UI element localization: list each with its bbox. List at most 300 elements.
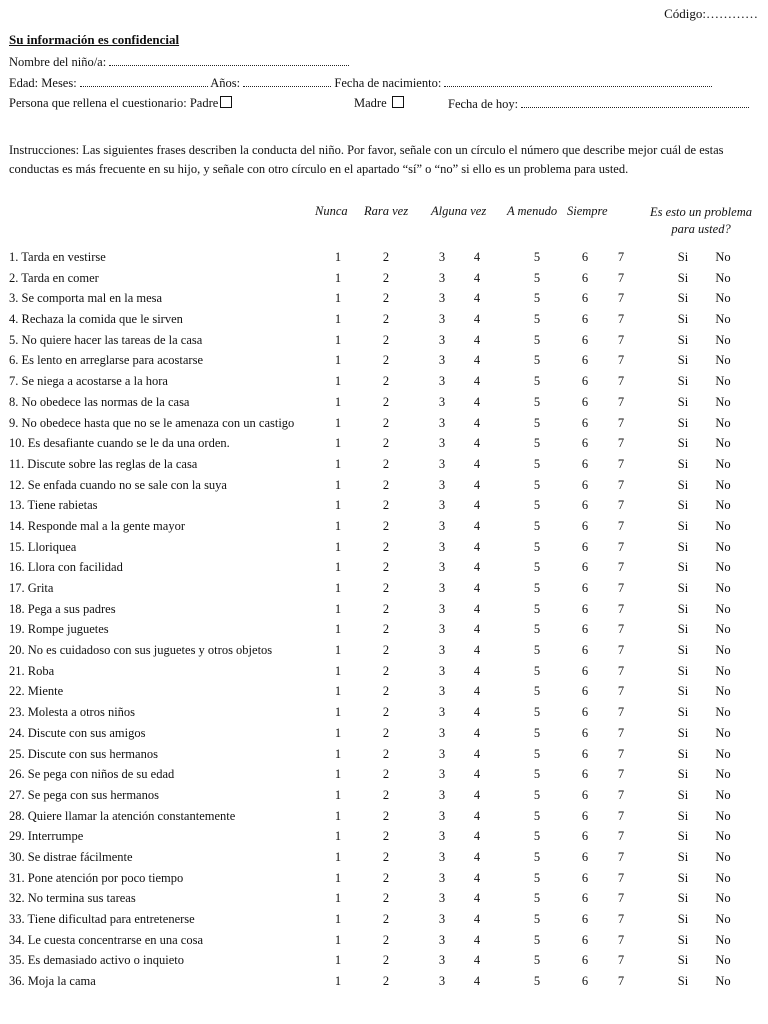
rating-option-6[interactable]: 6	[581, 498, 589, 513]
rating-option-6[interactable]: 6	[581, 560, 589, 575]
rating-option-4[interactable]: 4	[473, 353, 481, 368]
rating-option-6[interactable]: 6	[581, 353, 589, 368]
problem-yes-option[interactable]: Si	[677, 684, 689, 699]
problem-yes-option[interactable]: Si	[677, 829, 689, 844]
rating-option-7[interactable]: 7	[617, 912, 625, 926]
rating-option-1[interactable]: 1	[334, 394, 342, 409]
rating-option-4[interactable]: 4	[473, 912, 481, 926]
rating-option-5[interactable]: 5	[533, 767, 541, 782]
rating-option-3[interactable]: 3	[438, 332, 446, 347]
rating-option-3[interactable]: 3	[438, 415, 446, 430]
rating-option-6[interactable]: 6	[581, 643, 589, 658]
rating-option-1[interactable]: 1	[334, 705, 342, 720]
rating-option-2[interactable]: 2	[382, 353, 390, 368]
rating-option-1[interactable]: 1	[334, 767, 342, 782]
problem-yes-option[interactable]: Si	[677, 725, 689, 740]
rating-option-1[interactable]: 1	[334, 539, 342, 554]
problem-no-option[interactable]: No	[715, 518, 731, 533]
rating-option-7[interactable]: 7	[617, 870, 625, 885]
rating-option-1[interactable]: 1	[334, 643, 342, 658]
rating-option-2[interactable]: 2	[382, 291, 390, 306]
rating-option-1[interactable]: 1	[334, 498, 342, 513]
rating-option-7[interactable]: 7	[617, 291, 625, 306]
rating-option-6[interactable]: 6	[581, 456, 589, 471]
rating-option-2[interactable]: 2	[382, 643, 390, 658]
nombre-field[interactable]	[109, 54, 349, 66]
problem-no-option[interactable]: No	[715, 953, 731, 968]
rating-option-4[interactable]: 4	[473, 581, 481, 595]
rating-option-5[interactable]: 5	[533, 974, 541, 989]
problem-yes-option[interactable]: Si	[677, 539, 689, 554]
rating-option-3[interactable]: 3	[438, 560, 446, 575]
rating-option-3[interactable]: 3	[438, 953, 446, 968]
rating-option-6[interactable]: 6	[581, 787, 589, 802]
rating-option-2[interactable]: 2	[382, 374, 390, 389]
rating-option-1[interactable]: 1	[334, 374, 342, 389]
rating-option-2[interactable]: 2	[382, 270, 390, 285]
problem-no-option[interactable]: No	[715, 891, 731, 906]
rating-option-3[interactable]: 3	[438, 912, 446, 926]
rating-option-5[interactable]: 5	[533, 539, 541, 554]
rating-option-3[interactable]: 3	[438, 891, 446, 906]
problem-yes-option[interactable]: Si	[677, 415, 689, 430]
rating-option-4[interactable]: 4	[473, 725, 481, 740]
rating-option-5[interactable]: 5	[533, 291, 541, 306]
rating-option-6[interactable]: 6	[581, 684, 589, 699]
rating-option-1[interactable]: 1	[334, 312, 342, 327]
rating-option-6[interactable]: 6	[581, 953, 589, 968]
rating-option-2[interactable]: 2	[382, 415, 390, 430]
rating-option-1[interactable]: 1	[334, 912, 342, 926]
rating-option-5[interactable]: 5	[533, 477, 541, 492]
rating-option-5[interactable]: 5	[533, 787, 541, 802]
problem-no-option[interactable]: No	[715, 849, 731, 864]
rating-option-6[interactable]: 6	[581, 746, 589, 761]
rating-option-7[interactable]: 7	[617, 353, 625, 368]
problem-no-option[interactable]: No	[715, 498, 731, 513]
rating-option-6[interactable]: 6	[581, 270, 589, 285]
rating-option-3[interactable]: 3	[438, 518, 446, 533]
rating-option-3[interactable]: 3	[438, 643, 446, 658]
rating-option-6[interactable]: 6	[581, 312, 589, 327]
rating-option-7[interactable]: 7	[617, 849, 625, 864]
rating-option-5[interactable]: 5	[533, 912, 541, 926]
problem-yes-option[interactable]: Si	[677, 705, 689, 720]
rating-option-4[interactable]: 4	[473, 622, 481, 637]
rating-option-1[interactable]: 1	[334, 456, 342, 471]
rating-option-3[interactable]: 3	[438, 787, 446, 802]
rating-option-5[interactable]: 5	[533, 518, 541, 533]
rating-option-2[interactable]: 2	[382, 394, 390, 409]
rating-option-6[interactable]: 6	[581, 849, 589, 864]
rating-option-6[interactable]: 6	[581, 663, 589, 678]
rating-option-2[interactable]: 2	[382, 498, 390, 513]
rating-option-3[interactable]: 3	[438, 601, 446, 616]
rating-option-7[interactable]: 7	[617, 643, 625, 658]
meses-field[interactable]	[80, 75, 208, 87]
rating-option-6[interactable]: 6	[581, 291, 589, 306]
rating-option-7[interactable]: 7	[617, 394, 625, 409]
problem-no-option[interactable]: No	[715, 663, 731, 678]
rating-option-4[interactable]: 4	[473, 849, 481, 864]
problem-no-option[interactable]: No	[715, 436, 731, 451]
problem-yes-option[interactable]: Si	[677, 870, 689, 885]
rating-option-2[interactable]: 2	[382, 870, 390, 885]
problem-yes-option[interactable]: Si	[677, 498, 689, 513]
rating-option-4[interactable]: 4	[473, 415, 481, 430]
problem-yes-option[interactable]: Si	[677, 663, 689, 678]
rating-option-4[interactable]: 4	[473, 953, 481, 968]
problem-no-option[interactable]: No	[715, 725, 731, 740]
rating-option-4[interactable]: 4	[473, 808, 481, 823]
rating-option-4[interactable]: 4	[473, 870, 481, 885]
rating-option-7[interactable]: 7	[617, 477, 625, 492]
rating-option-3[interactable]: 3	[438, 539, 446, 554]
rating-option-2[interactable]: 2	[382, 746, 390, 761]
rating-option-2[interactable]: 2	[382, 250, 390, 264]
rating-option-6[interactable]: 6	[581, 891, 589, 906]
rating-option-2[interactable]: 2	[382, 849, 390, 864]
rating-option-1[interactable]: 1	[334, 787, 342, 802]
problem-no-option[interactable]: No	[715, 601, 731, 616]
rating-option-5[interactable]: 5	[533, 643, 541, 658]
rating-option-4[interactable]: 4	[473, 746, 481, 761]
rating-option-5[interactable]: 5	[533, 953, 541, 968]
problem-no-option[interactable]: No	[715, 560, 731, 575]
rating-option-7[interactable]: 7	[617, 332, 625, 347]
rating-option-7[interactable]: 7	[617, 581, 625, 595]
rating-option-4[interactable]: 4	[473, 601, 481, 616]
rating-option-3[interactable]: 3	[438, 849, 446, 864]
rating-option-2[interactable]: 2	[382, 663, 390, 678]
problem-no-option[interactable]: No	[715, 312, 731, 327]
rating-option-2[interactable]: 2	[382, 456, 390, 471]
rating-option-4[interactable]: 4	[473, 829, 481, 844]
rating-option-4[interactable]: 4	[473, 891, 481, 906]
rating-option-5[interactable]: 5	[533, 808, 541, 823]
rating-option-5[interactable]: 5	[533, 725, 541, 740]
rating-option-4[interactable]: 4	[473, 643, 481, 658]
rating-option-3[interactable]: 3	[438, 291, 446, 306]
rating-option-1[interactable]: 1	[334, 415, 342, 430]
problem-no-option[interactable]: No	[715, 250, 731, 264]
rating-option-4[interactable]: 4	[473, 374, 481, 389]
rating-option-6[interactable]: 6	[581, 332, 589, 347]
problem-no-option[interactable]: No	[715, 974, 731, 989]
rating-option-1[interactable]: 1	[334, 291, 342, 306]
rating-option-2[interactable]: 2	[382, 725, 390, 740]
rating-option-6[interactable]: 6	[581, 436, 589, 451]
problem-no-option[interactable]: No	[715, 684, 731, 699]
problem-yes-option[interactable]: Si	[677, 974, 689, 989]
rating-option-2[interactable]: 2	[382, 436, 390, 451]
rating-option-1[interactable]: 1	[334, 870, 342, 885]
rating-option-5[interactable]: 5	[533, 932, 541, 947]
problem-yes-option[interactable]: Si	[677, 332, 689, 347]
rating-option-7[interactable]: 7	[617, 560, 625, 575]
problem-no-option[interactable]: No	[715, 932, 731, 947]
problem-no-option[interactable]: No	[715, 291, 731, 306]
rating-option-7[interactable]: 7	[617, 436, 625, 451]
rating-option-3[interactable]: 3	[438, 477, 446, 492]
problem-no-option[interactable]: No	[715, 332, 731, 347]
rating-option-7[interactable]: 7	[617, 415, 625, 430]
rating-option-7[interactable]: 7	[617, 250, 625, 264]
rating-option-7[interactable]: 7	[617, 808, 625, 823]
rating-option-7[interactable]: 7	[617, 746, 625, 761]
problem-no-option[interactable]: No	[715, 787, 731, 802]
anos-field[interactable]	[243, 75, 331, 87]
rating-option-7[interactable]: 7	[617, 663, 625, 678]
rating-option-4[interactable]: 4	[473, 477, 481, 492]
problem-yes-option[interactable]: Si	[677, 746, 689, 761]
problem-yes-option[interactable]: Si	[677, 767, 689, 782]
rating-option-5[interactable]: 5	[533, 891, 541, 906]
problem-yes-option[interactable]: Si	[677, 891, 689, 906]
rating-option-1[interactable]: 1	[334, 953, 342, 968]
rating-option-2[interactable]: 2	[382, 601, 390, 616]
problem-yes-option[interactable]: Si	[677, 849, 689, 864]
rating-option-5[interactable]: 5	[533, 312, 541, 327]
rating-option-7[interactable]: 7	[617, 767, 625, 782]
rating-option-3[interactable]: 3	[438, 374, 446, 389]
rating-option-2[interactable]: 2	[382, 539, 390, 554]
rating-option-4[interactable]: 4	[473, 270, 481, 285]
rating-option-5[interactable]: 5	[533, 746, 541, 761]
rating-option-5[interactable]: 5	[533, 870, 541, 885]
problem-no-option[interactable]: No	[715, 353, 731, 368]
rating-option-6[interactable]: 6	[581, 870, 589, 885]
rating-option-5[interactable]: 5	[533, 270, 541, 285]
rating-option-2[interactable]: 2	[382, 974, 390, 989]
rating-option-4[interactable]: 4	[473, 767, 481, 782]
rating-option-2[interactable]: 2	[382, 518, 390, 533]
rating-option-1[interactable]: 1	[334, 684, 342, 699]
rating-option-2[interactable]: 2	[382, 684, 390, 699]
rating-option-5[interactable]: 5	[533, 436, 541, 451]
rating-option-2[interactable]: 2	[382, 477, 390, 492]
rating-option-7[interactable]: 7	[617, 622, 625, 637]
rating-option-5[interactable]: 5	[533, 684, 541, 699]
rating-option-1[interactable]: 1	[334, 332, 342, 347]
rating-option-6[interactable]: 6	[581, 808, 589, 823]
rating-option-4[interactable]: 4	[473, 498, 481, 513]
rating-option-1[interactable]: 1	[334, 436, 342, 451]
problem-no-option[interactable]: No	[715, 746, 731, 761]
rating-option-5[interactable]: 5	[533, 601, 541, 616]
rating-option-3[interactable]: 3	[438, 498, 446, 513]
rating-option-1[interactable]: 1	[334, 560, 342, 575]
problem-yes-option[interactable]: Si	[677, 912, 689, 926]
rating-option-3[interactable]: 3	[438, 353, 446, 368]
problem-yes-option[interactable]: Si	[677, 250, 689, 264]
rating-option-3[interactable]: 3	[438, 932, 446, 947]
rating-option-4[interactable]: 4	[473, 250, 481, 264]
rating-option-6[interactable]: 6	[581, 622, 589, 637]
problem-no-option[interactable]: No	[715, 808, 731, 823]
rating-option-6[interactable]: 6	[581, 974, 589, 989]
rating-option-1[interactable]: 1	[334, 581, 342, 595]
rating-option-7[interactable]: 7	[617, 829, 625, 844]
rating-option-2[interactable]: 2	[382, 622, 390, 637]
problem-no-option[interactable]: No	[715, 870, 731, 885]
fecha-hoy-field[interactable]	[521, 96, 749, 108]
rating-option-4[interactable]: 4	[473, 932, 481, 947]
problem-no-option[interactable]: No	[715, 270, 731, 285]
rating-option-1[interactable]: 1	[334, 601, 342, 616]
rating-option-6[interactable]: 6	[581, 932, 589, 947]
rating-option-6[interactable]: 6	[581, 581, 589, 595]
rating-option-1[interactable]: 1	[334, 270, 342, 285]
rating-option-6[interactable]: 6	[581, 725, 589, 740]
rating-option-2[interactable]: 2	[382, 808, 390, 823]
problem-no-option[interactable]: No	[715, 622, 731, 637]
rating-option-7[interactable]: 7	[617, 312, 625, 327]
problem-no-option[interactable]: No	[715, 912, 731, 926]
rating-option-1[interactable]: 1	[334, 932, 342, 947]
problem-yes-option[interactable]: Si	[677, 808, 689, 823]
madre-checkbox[interactable]	[392, 96, 404, 108]
rating-option-3[interactable]: 3	[438, 394, 446, 409]
rating-option-4[interactable]: 4	[473, 560, 481, 575]
problem-no-option[interactable]: No	[715, 705, 731, 720]
rating-option-1[interactable]: 1	[334, 622, 342, 637]
rating-option-3[interactable]: 3	[438, 767, 446, 782]
problem-no-option[interactable]: No	[715, 643, 731, 658]
rating-option-2[interactable]: 2	[382, 829, 390, 844]
rating-option-6[interactable]: 6	[581, 394, 589, 409]
rating-option-4[interactable]: 4	[473, 518, 481, 533]
rating-option-1[interactable]: 1	[334, 250, 342, 264]
rating-option-6[interactable]: 6	[581, 415, 589, 430]
rating-option-6[interactable]: 6	[581, 601, 589, 616]
problem-no-option[interactable]: No	[715, 581, 731, 595]
problem-no-option[interactable]: No	[715, 415, 731, 430]
rating-option-6[interactable]: 6	[581, 477, 589, 492]
rating-option-4[interactable]: 4	[473, 974, 481, 989]
problem-no-option[interactable]: No	[715, 477, 731, 492]
rating-option-2[interactable]: 2	[382, 953, 390, 968]
rating-option-7[interactable]: 7	[617, 498, 625, 513]
rating-option-7[interactable]: 7	[617, 974, 625, 989]
rating-option-3[interactable]: 3	[438, 622, 446, 637]
rating-option-7[interactable]: 7	[617, 891, 625, 906]
rating-option-4[interactable]: 4	[473, 332, 481, 347]
problem-yes-option[interactable]: Si	[677, 374, 689, 389]
problem-yes-option[interactable]: Si	[677, 291, 689, 306]
problem-no-option[interactable]: No	[715, 539, 731, 554]
rating-option-5[interactable]: 5	[533, 250, 541, 264]
problem-yes-option[interactable]: Si	[677, 560, 689, 575]
rating-option-3[interactable]: 3	[438, 456, 446, 471]
rating-option-5[interactable]: 5	[533, 829, 541, 844]
rating-option-4[interactable]: 4	[473, 787, 481, 802]
rating-option-5[interactable]: 5	[533, 374, 541, 389]
rating-option-7[interactable]: 7	[617, 601, 625, 616]
rating-option-3[interactable]: 3	[438, 663, 446, 678]
rating-option-1[interactable]: 1	[334, 974, 342, 989]
rating-option-7[interactable]: 7	[617, 374, 625, 389]
rating-option-6[interactable]: 6	[581, 912, 589, 926]
problem-yes-option[interactable]: Si	[677, 643, 689, 658]
rating-option-2[interactable]: 2	[382, 705, 390, 720]
codigo-field[interactable]: Código:…………	[664, 6, 758, 21]
rating-option-7[interactable]: 7	[617, 539, 625, 554]
problem-yes-option[interactable]: Si	[677, 953, 689, 968]
rating-option-2[interactable]: 2	[382, 560, 390, 575]
rating-option-7[interactable]: 7	[617, 705, 625, 720]
rating-option-3[interactable]: 3	[438, 870, 446, 885]
rating-option-1[interactable]: 1	[334, 518, 342, 533]
rating-option-5[interactable]: 5	[533, 456, 541, 471]
rating-option-6[interactable]: 6	[581, 518, 589, 533]
problem-no-option[interactable]: No	[715, 767, 731, 782]
rating-option-2[interactable]: 2	[382, 312, 390, 327]
problem-yes-option[interactable]: Si	[677, 601, 689, 616]
problem-no-option[interactable]: No	[715, 456, 731, 471]
problem-yes-option[interactable]: Si	[677, 353, 689, 368]
rating-option-5[interactable]: 5	[533, 394, 541, 409]
problem-yes-option[interactable]: Si	[677, 581, 689, 595]
rating-option-7[interactable]: 7	[617, 787, 625, 802]
rating-option-1[interactable]: 1	[334, 849, 342, 864]
rating-option-3[interactable]: 3	[438, 725, 446, 740]
problem-yes-option[interactable]: Si	[677, 436, 689, 451]
rating-option-3[interactable]: 3	[438, 436, 446, 451]
problem-no-option[interactable]: No	[715, 374, 731, 389]
rating-option-3[interactable]: 3	[438, 808, 446, 823]
problem-no-option[interactable]: No	[715, 394, 731, 409]
rating-option-5[interactable]: 5	[533, 663, 541, 678]
rating-option-2[interactable]: 2	[382, 912, 390, 926]
rating-option-4[interactable]: 4	[473, 312, 481, 327]
problem-yes-option[interactable]: Si	[677, 518, 689, 533]
rating-option-2[interactable]: 2	[382, 932, 390, 947]
rating-option-5[interactable]: 5	[533, 498, 541, 513]
rating-option-1[interactable]: 1	[334, 477, 342, 492]
rating-option-1[interactable]: 1	[334, 663, 342, 678]
padre-checkbox[interactable]	[220, 96, 232, 108]
rating-option-5[interactable]: 5	[533, 849, 541, 864]
rating-option-4[interactable]: 4	[473, 705, 481, 720]
rating-option-4[interactable]: 4	[473, 539, 481, 554]
problem-yes-option[interactable]: Si	[677, 932, 689, 947]
problem-yes-option[interactable]: Si	[677, 394, 689, 409]
rating-option-4[interactable]: 4	[473, 663, 481, 678]
rating-option-3[interactable]: 3	[438, 684, 446, 699]
rating-option-6[interactable]: 6	[581, 767, 589, 782]
problem-yes-option[interactable]: Si	[677, 456, 689, 471]
problem-yes-option[interactable]: Si	[677, 787, 689, 802]
rating-option-5[interactable]: 5	[533, 415, 541, 430]
rating-option-5[interactable]: 5	[533, 332, 541, 347]
rating-option-2[interactable]: 2	[382, 787, 390, 802]
problem-yes-option[interactable]: Si	[677, 270, 689, 285]
rating-option-6[interactable]: 6	[581, 250, 589, 264]
problem-yes-option[interactable]: Si	[677, 477, 689, 492]
rating-option-6[interactable]: 6	[581, 829, 589, 844]
rating-option-2[interactable]: 2	[382, 767, 390, 782]
rating-option-4[interactable]: 4	[473, 291, 481, 306]
fecha-nacimiento-field[interactable]	[444, 75, 712, 87]
rating-option-1[interactable]: 1	[334, 829, 342, 844]
rating-option-3[interactable]: 3	[438, 974, 446, 989]
rating-option-5[interactable]: 5	[533, 705, 541, 720]
rating-option-1[interactable]: 1	[334, 353, 342, 368]
rating-option-3[interactable]: 3	[438, 829, 446, 844]
rating-option-3[interactable]: 3	[438, 581, 446, 595]
problem-yes-option[interactable]: Si	[677, 312, 689, 327]
